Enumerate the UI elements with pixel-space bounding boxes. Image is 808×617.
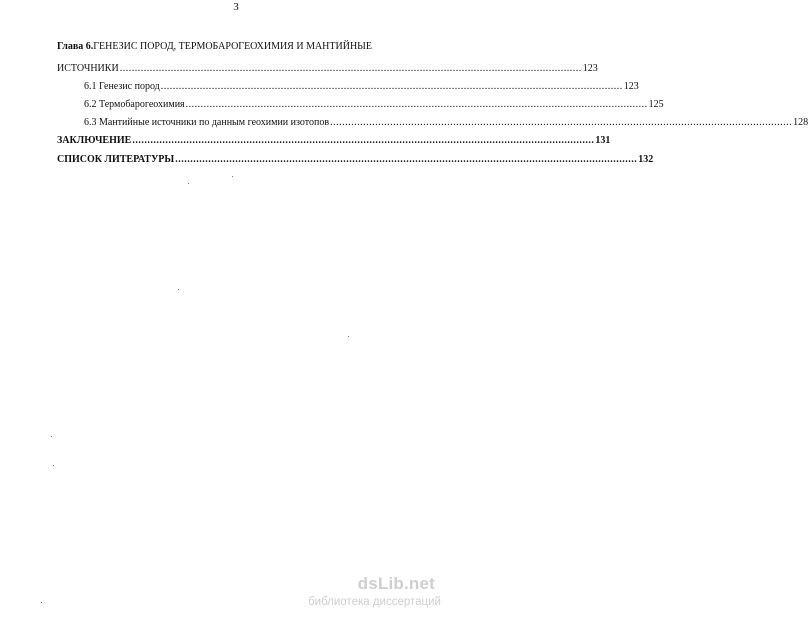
toc-section-6-3[interactable] <box>84 116 808 129</box>
toc-chapter-6-line[interactable] <box>57 62 598 75</box>
toc-chapter-6-heading <box>57 40 403 53</box>
scan-speck <box>188 183 189 184</box>
leader-dots: .......................................................................................................................................................... <box>185 99 648 110</box>
references-page-number: 132 <box>638 154 654 165</box>
section-label: 6.2 Термобарогеохимия <box>84 99 185 110</box>
section-page-number: 125 <box>648 99 664 110</box>
watermark-logo: dsLib.net <box>357 574 435 593</box>
scan-speck <box>53 465 54 466</box>
toc-references[interactable] <box>57 153 654 166</box>
watermark <box>308 574 447 614</box>
section-page-number: 123 <box>623 81 639 92</box>
references-label: СПИСОК ЛИТЕРАТУРЫ <box>57 154 175 165</box>
scan-speck <box>51 436 52 437</box>
section-label: 6.1 Генезис пород <box>84 81 160 92</box>
leader-dots: .......................................................................................................................................................... <box>160 81 623 92</box>
toc-section-6-2[interactable] <box>84 98 664 111</box>
chapter-title-continuation: ИСТОЧНИКИ <box>57 63 119 74</box>
leader-dots: .......................................................................................................................................................... <box>132 135 595 146</box>
section-label: 6.3 Мантийные источники по данным геохимии изотопов <box>84 117 330 128</box>
chapter-prefix: Глава 6. <box>57 41 94 52</box>
chapter-title: ГЕНЕЗИС ПОРОД, ТЕРМОБАРОГЕОХИМИЯ И МАНТИЙНЫЕ <box>93 41 373 52</box>
toc-section-6-1[interactable] <box>84 80 639 93</box>
section-page-number: 128 <box>793 117 808 128</box>
leader-dots: .......................................................................................................................................................... <box>119 63 582 74</box>
scan-speck <box>232 176 233 177</box>
toc-conclusion[interactable] <box>57 134 611 147</box>
conclusion-label: ЗАКЛЮЧЕНИЕ <box>57 135 132 146</box>
scan-speck <box>178 289 179 290</box>
page-number: 3 <box>233 1 239 13</box>
watermark-subtitle: библиотека диссертаций <box>308 596 441 608</box>
chapter-page-number: 123 <box>582 63 598 74</box>
scan-speck <box>348 336 349 337</box>
leader-dots: .......................................................................................................................................................... <box>330 117 793 128</box>
scan-speck <box>41 602 42 603</box>
conclusion-page-number: 131 <box>595 135 611 146</box>
leader-dots: .......................................................................................................................................................... <box>175 154 638 165</box>
